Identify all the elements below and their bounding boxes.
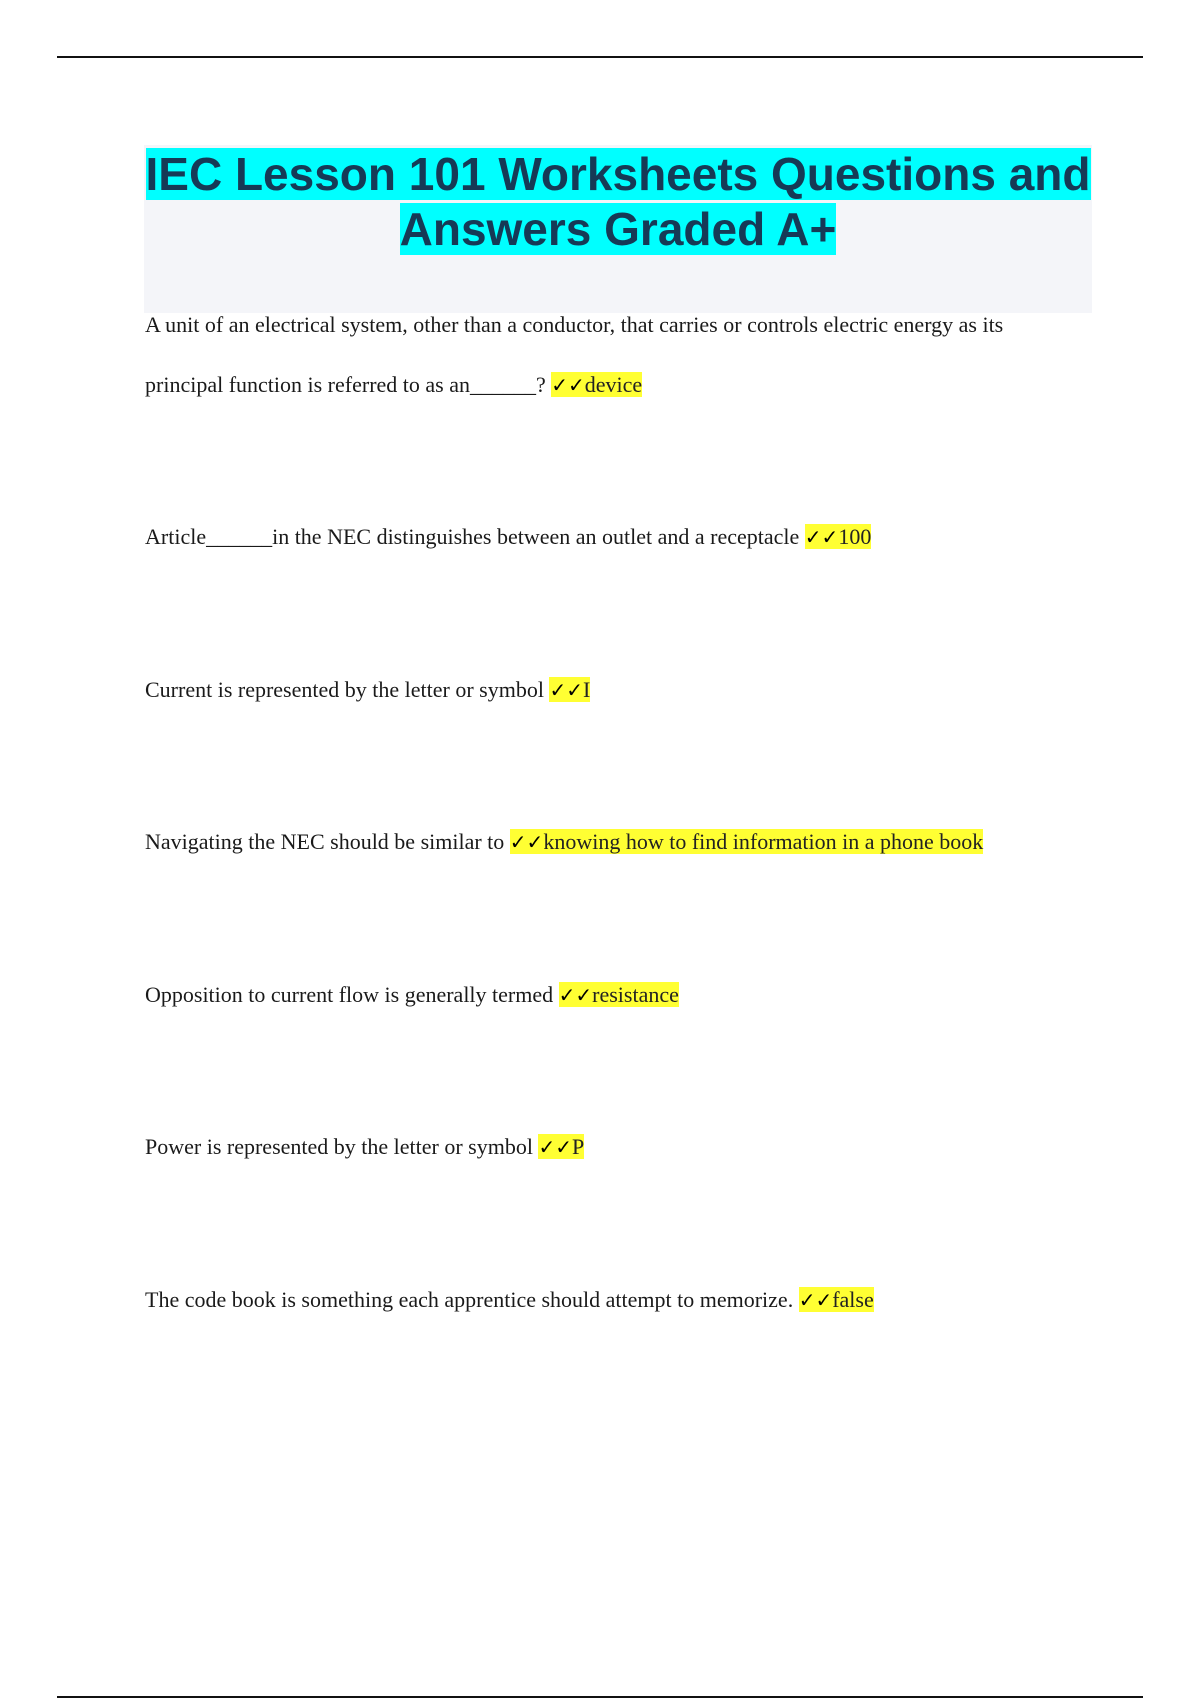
qa-item-3: [145, 660, 590, 720]
answer-highlight: [559, 982, 679, 1007]
answer-highlight: [805, 524, 872, 549]
title-banner: [144, 145, 1092, 313]
bottom-rule: [57, 1696, 1143, 1698]
answer-text: device: [584, 372, 643, 397]
question-text: The code book is something each apprentice should attempt to memorize.: [145, 1287, 799, 1312]
answer-text: knowing how to find information in a phone book: [543, 829, 984, 854]
answer-highlight: [799, 1287, 874, 1312]
double-check-icon: ✓✓: [538, 1135, 572, 1159]
double-check-icon: ✓✓: [509, 830, 544, 854]
qa-item-6: [145, 1117, 584, 1177]
double-check-icon: ✓✓: [804, 525, 839, 549]
question-text: A unit of an electrical system, other than a conductor, that carries or controls electric energy as its principal function is referred to as an______?: [145, 312, 1004, 397]
answer-highlight: [538, 1134, 584, 1159]
double-check-icon: ✓✓: [558, 983, 593, 1007]
answer-text: false: [832, 1287, 874, 1312]
answer-highlight: [549, 677, 590, 702]
question-text: Current is represented by the letter or symbol: [145, 677, 550, 702]
question-text: Navigating the NEC should be similar to: [145, 829, 510, 854]
double-check-icon: ✓✓: [551, 373, 585, 397]
answer-text: resistance: [592, 982, 679, 1007]
qa-item-2: [145, 507, 871, 567]
double-check-icon: ✓✓: [549, 678, 583, 702]
answer-text: P: [571, 1134, 585, 1159]
question-text: Opposition to current flow is generally termed: [145, 982, 559, 1007]
answer-text: I: [582, 677, 591, 702]
double-check-icon: ✓✓: [798, 1288, 833, 1312]
qa-item-4: [145, 812, 983, 872]
answer-highlight: [551, 372, 642, 397]
qa-item-7: [145, 1270, 874, 1330]
document-title: IEC Lesson 101 Worksheets Questions and Answers Graded A+: [145, 148, 1091, 255]
question-text: Power is represented by the letter or symbol: [145, 1134, 539, 1159]
qa-item-1: [145, 295, 1075, 415]
top-rule: [57, 56, 1143, 58]
answer-highlight: [510, 829, 983, 854]
qa-item-5: [145, 965, 679, 1025]
answer-text: 100: [838, 524, 872, 549]
question-text: Article______in the NEC distinguishes between an outlet and a receptacle: [145, 524, 805, 549]
